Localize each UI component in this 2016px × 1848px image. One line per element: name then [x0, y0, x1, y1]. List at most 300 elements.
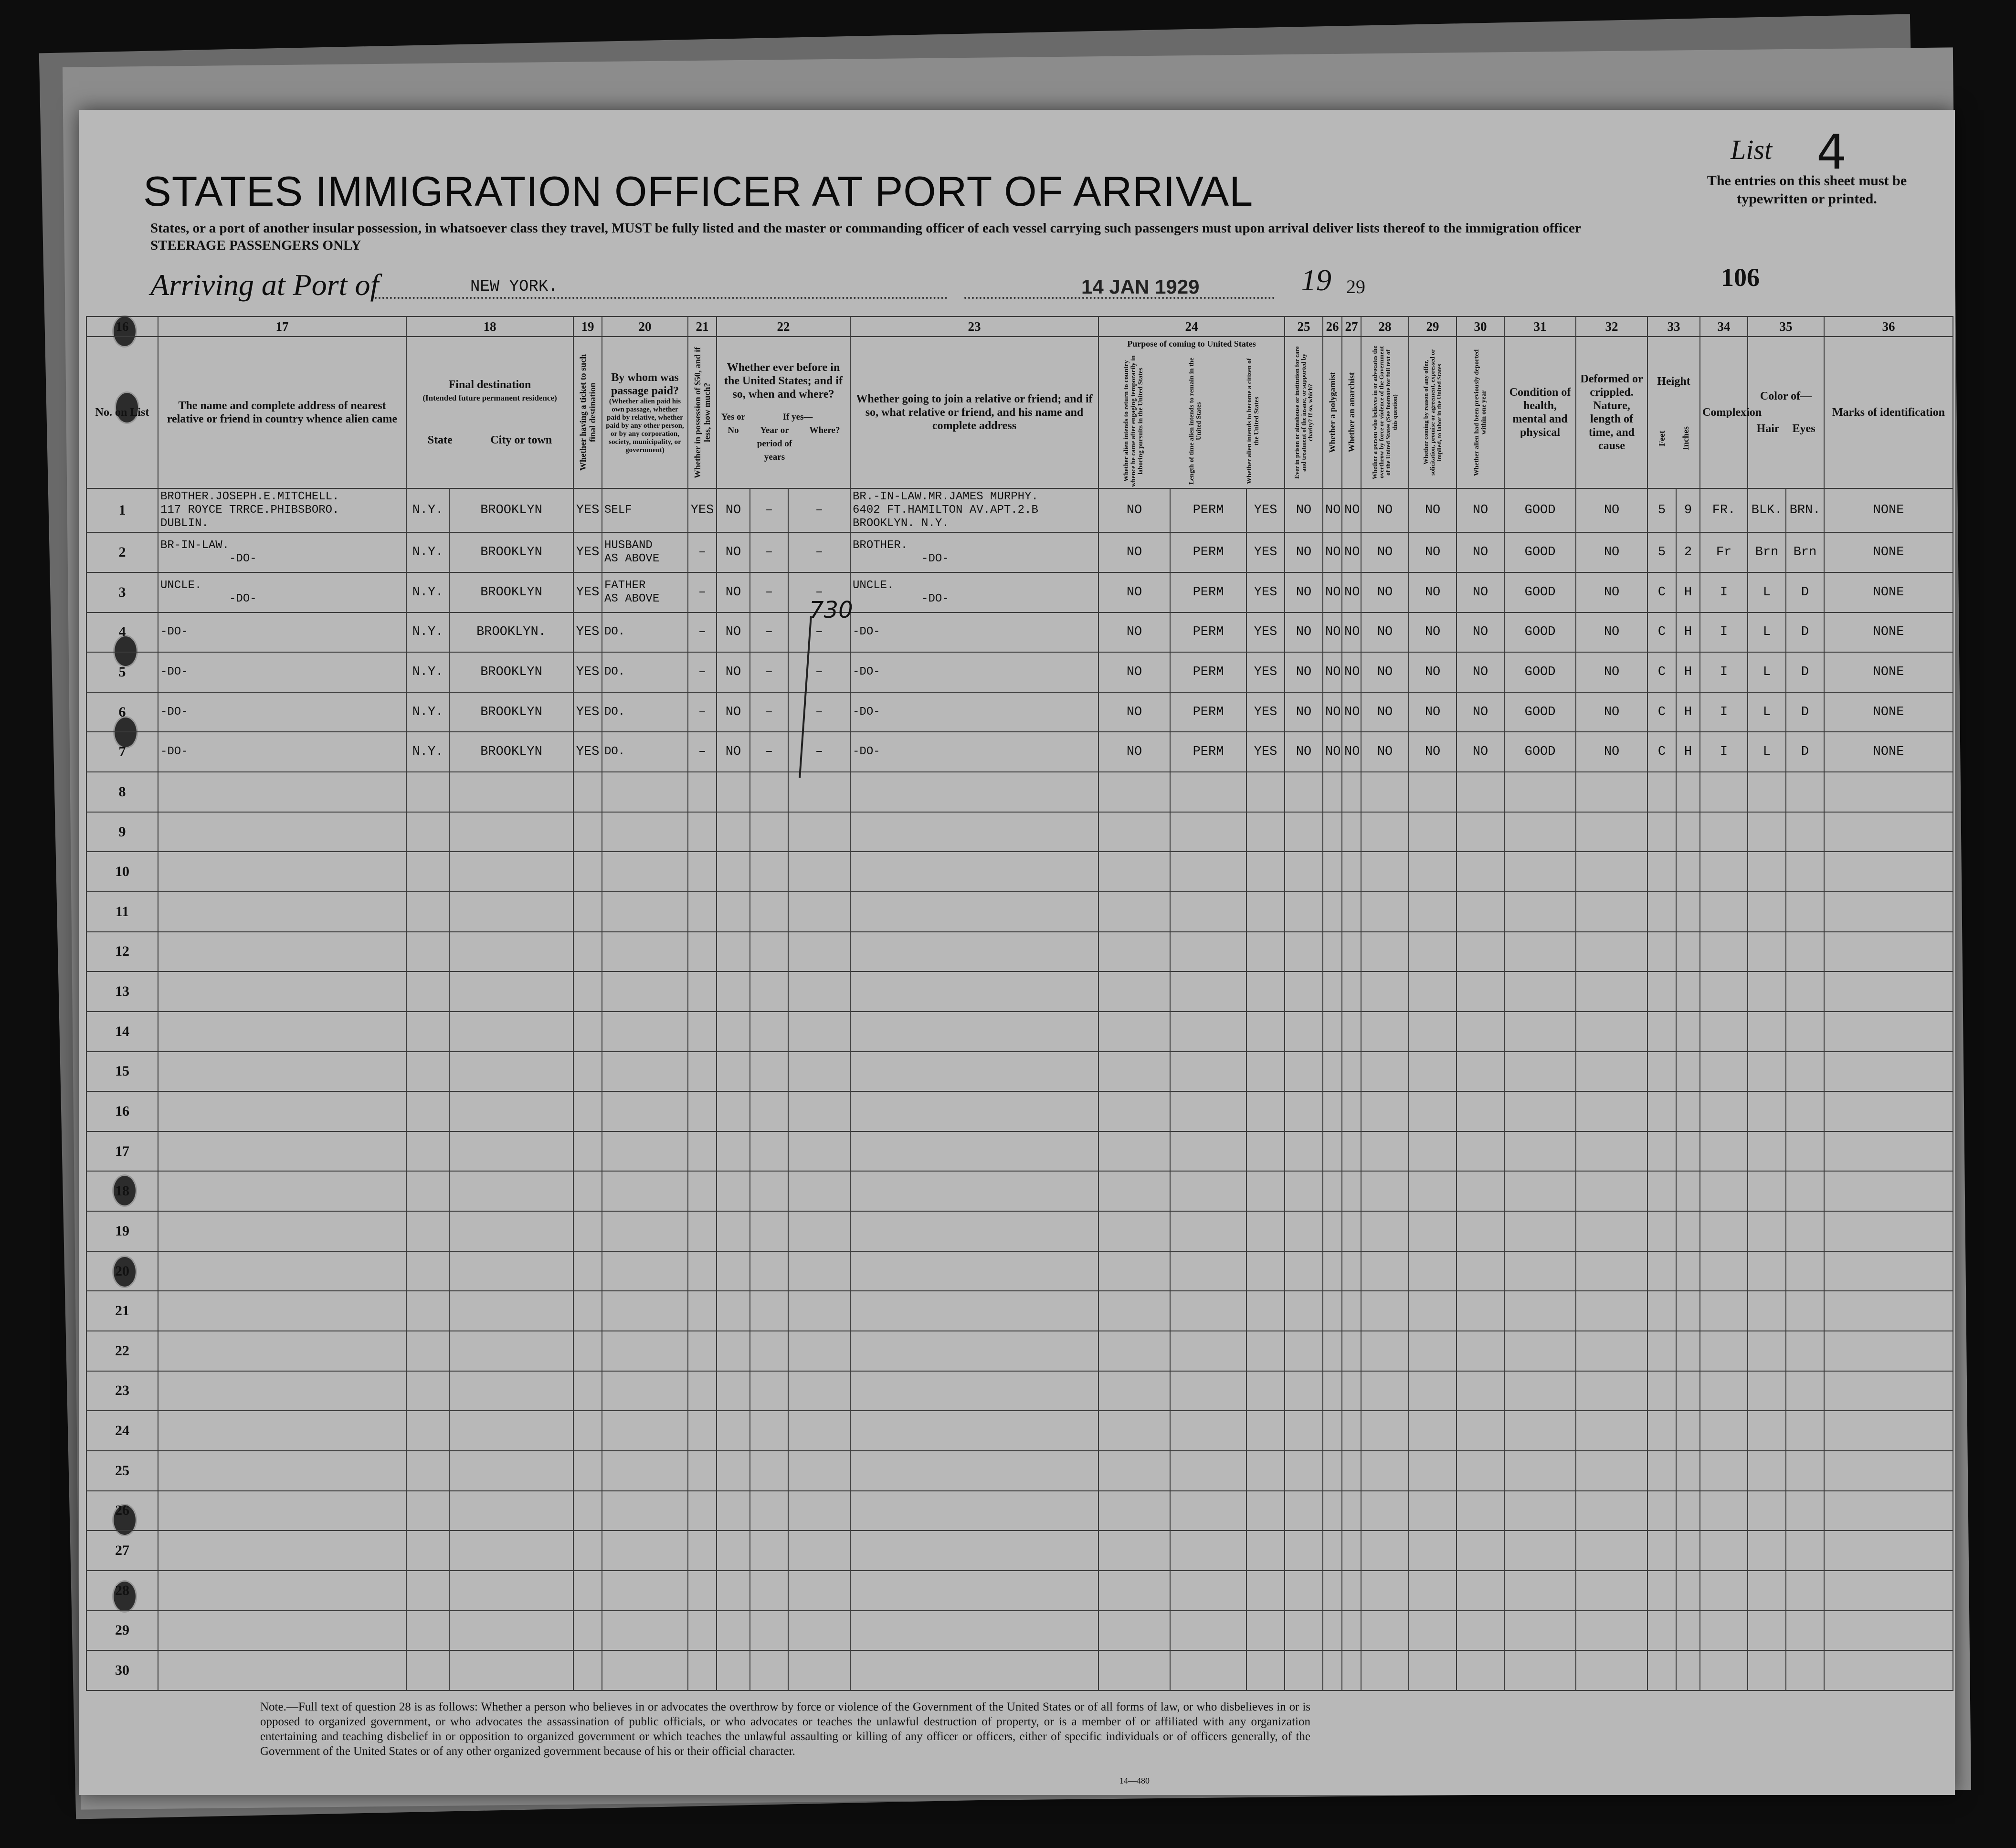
cell-polygamist [1323, 1171, 1342, 1211]
typewritten-notice: The entries on this sheet must be typewritten or printed. [1707, 173, 1907, 207]
cell-overthrow [1361, 1052, 1409, 1092]
cell-polygamist [1323, 1012, 1342, 1052]
cell-city: BROOKLYN [449, 488, 573, 532]
cell-before [717, 1451, 750, 1491]
cell-deformed [1576, 1331, 1647, 1371]
cell-no: 12 [86, 932, 158, 972]
cell-anarchist: NO [1342, 572, 1361, 612]
eyes-header: Eyes [1792, 422, 1815, 435]
cell-join: BR.-IN-LAW.MR.JAMES MURPHY. 6402 FT.HAMILTON AV.APT.2.B BROOKLYN. N.Y. [850, 488, 1098, 532]
cell-inches [1676, 1411, 1700, 1451]
table-row [86, 972, 1953, 1012]
cell-citizen [1246, 1650, 1285, 1690]
cell-ticket [573, 1650, 602, 1690]
cell-eyes [1786, 1012, 1824, 1052]
column-number: 30 [1457, 317, 1504, 337]
list-label: List [1731, 134, 1773, 165]
cell-overthrow [1361, 1091, 1409, 1131]
cell-eyes: D [1786, 652, 1824, 692]
cell-polygamist [1323, 1411, 1342, 1451]
cell-prison [1285, 1531, 1323, 1571]
cell-return [1098, 1491, 1170, 1531]
cell-where [788, 812, 850, 852]
cell-eyes: BRN. [1786, 488, 1824, 532]
deported-header: Whether alien had been previously deported within one year [1473, 349, 1488, 476]
cell-paid [602, 1171, 688, 1211]
cell-length: PERM [1170, 692, 1246, 732]
cell-eyes [1786, 1611, 1824, 1651]
cell-before [717, 1012, 750, 1052]
cell-deformed [1576, 972, 1647, 1012]
cell-city [449, 852, 573, 892]
col-complexion: Complexion [1700, 337, 1748, 488]
cell-health [1504, 1131, 1576, 1172]
column-number: 28 [1361, 317, 1409, 337]
cell-inches [1676, 1650, 1700, 1690]
cell-deported [1457, 1491, 1504, 1531]
cell-ticket [573, 1611, 602, 1651]
cell-offer [1409, 1331, 1457, 1371]
cell-complexion [1700, 1291, 1748, 1331]
cell-length: PERM [1170, 612, 1246, 653]
cell-inches: H [1676, 692, 1700, 732]
cell-ticket [573, 1371, 602, 1411]
cell-inches [1676, 1371, 1700, 1411]
cell-money [688, 1611, 717, 1651]
cell-inches [1676, 812, 1700, 852]
cell-prison: NO [1285, 572, 1323, 612]
cell-paid [602, 1491, 688, 1531]
cell-deported: NO [1457, 612, 1504, 653]
cell-before [717, 1531, 750, 1571]
cell-health [1504, 1251, 1576, 1291]
cell-where [788, 1451, 850, 1491]
cell-relative [158, 772, 406, 812]
cell-feet [1647, 1451, 1676, 1491]
cell-paid [602, 772, 688, 812]
cell-length: PERM [1170, 572, 1246, 612]
cell-eyes [1786, 852, 1824, 892]
cell-where [788, 1650, 850, 1690]
cell-feet [1647, 1611, 1676, 1651]
cell-health [1504, 1331, 1576, 1371]
cell-offer [1409, 1012, 1457, 1052]
cell-join [850, 1451, 1098, 1491]
cell-inches [1676, 1571, 1700, 1611]
cell-overthrow [1361, 1571, 1409, 1611]
cell-state [406, 1491, 449, 1531]
year-header: Year or period of years [757, 425, 792, 462]
cell-anarchist [1342, 932, 1361, 972]
cell-return: NO [1098, 652, 1170, 692]
cell-marks [1824, 1491, 1953, 1531]
table-row [86, 1491, 1953, 1531]
cell-feet [1647, 1251, 1676, 1291]
cell-no: 26 [86, 1491, 158, 1531]
cell-eyes [1786, 1491, 1824, 1531]
cell-complexion: Fr [1700, 532, 1748, 572]
cell-no: 25 [86, 1451, 158, 1491]
cell-return [1098, 852, 1170, 892]
cell-city [449, 1131, 573, 1172]
cell-marks: NONE [1824, 612, 1953, 653]
cell-paid [602, 972, 688, 1012]
cell-relative [158, 1371, 406, 1411]
cell-state: N.Y. [406, 532, 449, 572]
cell-ticket [573, 1012, 602, 1052]
cell-city [449, 1052, 573, 1092]
cell-prison [1285, 1251, 1323, 1291]
cell-money [688, 1491, 717, 1531]
cell-polygamist [1323, 1291, 1342, 1331]
cell-overthrow [1361, 1171, 1409, 1211]
cell-marks [1824, 1451, 1953, 1491]
cell-where [788, 1171, 850, 1211]
cell-length [1170, 1571, 1246, 1611]
cell-where [788, 892, 850, 932]
cell-deported [1457, 932, 1504, 972]
table-row [86, 1211, 1953, 1251]
cell-join [850, 1012, 1098, 1052]
cell-paid [602, 1251, 688, 1291]
cell-where [788, 932, 850, 972]
cell-feet [1647, 1531, 1676, 1571]
cell-deported: NO [1457, 732, 1504, 772]
col-before-in-us [717, 337, 850, 488]
cell-before [717, 1131, 750, 1172]
cell-length [1170, 1611, 1246, 1651]
cell-polygamist [1323, 1251, 1342, 1291]
cell-join: -DO- [850, 612, 1098, 653]
cell-return [1098, 1171, 1170, 1211]
cell-relative: UNCLE. -DO- [158, 572, 406, 612]
cell-no: 22 [86, 1331, 158, 1371]
cell-anarchist [1342, 892, 1361, 932]
cell-feet [1647, 852, 1676, 892]
cell-state [406, 812, 449, 852]
cell-return [1098, 1611, 1170, 1651]
cell-year [750, 852, 788, 892]
cell-relative [158, 1091, 406, 1131]
cell-health: GOOD [1504, 532, 1576, 572]
cell-no: 28 [86, 1571, 158, 1611]
column-number: 20 [602, 317, 688, 337]
table-row [86, 852, 1953, 892]
cell-feet [1647, 1012, 1676, 1052]
cell-feet [1647, 1131, 1676, 1172]
cell-hair [1748, 1331, 1786, 1371]
cell-eyes [1786, 1091, 1824, 1131]
table-row [86, 572, 1953, 612]
table-row [86, 1531, 1953, 1571]
cell-hair [1748, 772, 1786, 812]
cell-complexion [1700, 1251, 1748, 1291]
cell-prison [1285, 1491, 1323, 1531]
cell-hair [1748, 1571, 1786, 1611]
cell-prison [1285, 1171, 1323, 1211]
color-header: Color of— [1760, 390, 1812, 402]
cell-no: 21 [86, 1291, 158, 1331]
cell-citizen [1246, 1491, 1285, 1531]
cell-relative: BROTHER.JOSEPH.E.MITCHELL. 117 ROYCE TRRCE.PHIBSBORO. DUBLIN. [158, 488, 406, 532]
cell-join [850, 1411, 1098, 1451]
cell-city [449, 1251, 573, 1291]
cell-offer: NO [1409, 692, 1457, 732]
cell-deformed [1576, 812, 1647, 852]
cell-return [1098, 1331, 1170, 1371]
cell-health [1504, 1291, 1576, 1331]
col-list-no: No. on List [86, 337, 158, 488]
cell-deported [1457, 1571, 1504, 1611]
cell-offer [1409, 772, 1457, 812]
cell-complexion [1700, 1171, 1748, 1211]
cell-join [850, 1650, 1098, 1690]
cell-state [406, 1131, 449, 1172]
cell-offer [1409, 1491, 1457, 1531]
cell-deformed [1576, 932, 1647, 972]
cell-state: N.Y. [406, 692, 449, 732]
cell-citizen [1246, 1052, 1285, 1092]
cell-feet [1647, 1371, 1676, 1411]
cell-before: NO [717, 652, 750, 692]
table-row [86, 732, 1953, 772]
height-header: Height [1657, 375, 1690, 388]
cell-prison: NO [1285, 612, 1323, 653]
cell-city: BROOKLYN [449, 692, 573, 732]
cell-polygamist [1323, 772, 1342, 812]
cell-deformed [1576, 1012, 1647, 1052]
table-row [86, 812, 1953, 852]
cell-polygamist: NO [1323, 652, 1342, 692]
table-row [86, 1251, 1953, 1291]
cell-hair [1748, 1052, 1786, 1092]
col-join-relative: Whether going to join a relative or friend; and if so, what relative or friend, and his name and complete address [850, 337, 1098, 488]
cell-overthrow [1361, 1251, 1409, 1291]
cell-inches: 9 [1676, 488, 1700, 532]
cell-health [1504, 892, 1576, 932]
cell-polygamist [1323, 932, 1342, 972]
cell-overthrow [1361, 892, 1409, 932]
cell-deported [1457, 1251, 1504, 1291]
cell-eyes [1786, 1531, 1824, 1571]
cell-before [717, 1371, 750, 1411]
cell-inches: H [1676, 732, 1700, 772]
cell-no: 20 [86, 1251, 158, 1291]
cell-relative [158, 1411, 406, 1451]
cell-join: -DO- [850, 692, 1098, 732]
cell-ticket [573, 1171, 602, 1211]
cell-no: 11 [86, 892, 158, 932]
cell-paid [602, 1650, 688, 1690]
cell-marks [1824, 1650, 1953, 1690]
column-number: 17 [158, 317, 406, 337]
cell-relative [158, 1611, 406, 1651]
cell-city: BROOKLYN [449, 732, 573, 772]
cell-deformed: NO [1576, 532, 1647, 572]
cell-state [406, 1171, 449, 1211]
cell-year [750, 1012, 788, 1052]
cell-before [717, 1571, 750, 1611]
cell-ticket [573, 1331, 602, 1371]
cell-before: NO [717, 572, 750, 612]
cell-no: 4 [86, 612, 158, 653]
cell-state: N.Y. [406, 488, 449, 532]
cell-return [1098, 1131, 1170, 1172]
table-row [86, 532, 1953, 572]
cell-length [1170, 1451, 1246, 1491]
cell-paid: DO. [602, 652, 688, 692]
purpose-citizen-header: Whether alien intends to become a citizen of the United States [1246, 358, 1261, 484]
cell-relative [158, 1491, 406, 1531]
cell-before [717, 1650, 750, 1690]
cell-year: – [750, 732, 788, 772]
cell-where [788, 1052, 850, 1092]
cell-money [688, 1571, 717, 1611]
cell-paid [602, 1211, 688, 1251]
cell-marks [1824, 1171, 1953, 1211]
cell-anarchist [1342, 1411, 1361, 1451]
cell-feet [1647, 1411, 1676, 1451]
cell-overthrow [1361, 972, 1409, 1012]
cell-ticket [573, 1571, 602, 1611]
cell-return [1098, 1211, 1170, 1251]
cell-hair [1748, 932, 1786, 972]
cell-hair: BLK. [1748, 488, 1786, 532]
cell-polygamist [1323, 1650, 1342, 1690]
cell-citizen [1246, 1451, 1285, 1491]
cell-anarchist: NO [1342, 692, 1361, 732]
cell-eyes: D [1786, 612, 1824, 653]
year-suffix: 29 [1346, 276, 1365, 297]
cell-paid [602, 892, 688, 932]
cell-anarchist [1342, 1291, 1361, 1331]
cell-return: NO [1098, 732, 1170, 772]
cell-paid [602, 1451, 688, 1491]
manifest-table-wrap [86, 316, 1950, 1691]
cell-no: 3 [86, 572, 158, 612]
table-row [86, 1650, 1953, 1690]
cell-polygamist [1323, 812, 1342, 852]
column-number: 16 [86, 317, 158, 337]
cell-hair: L [1748, 732, 1786, 772]
cell-where: – [788, 692, 850, 732]
cell-complexion [1700, 1012, 1748, 1052]
cell-anarchist: NO [1342, 612, 1361, 653]
before-header: Whether ever before in the United States; and if so, when and where? [724, 361, 843, 401]
cell-length [1170, 1131, 1246, 1172]
cell-deported [1457, 1131, 1504, 1172]
cell-no: 5 [86, 652, 158, 692]
cell-complexion: I [1700, 612, 1748, 653]
cell-relative [158, 1571, 406, 1611]
column-number: 33 [1647, 317, 1700, 337]
cell-return: NO [1098, 692, 1170, 732]
passage-note: (Whether alien paid his own passage, whether paid by relative, whether paid by any other person, or by any corporation, society, municipality, or government) [606, 397, 684, 454]
cell-hair [1748, 1131, 1786, 1172]
cell-relative [158, 1451, 406, 1491]
cell-health [1504, 1171, 1576, 1211]
cell-relative: BR-IN-LAW. -DO- [158, 532, 406, 572]
cell-citizen [1246, 1291, 1285, 1331]
cell-complexion [1700, 972, 1748, 1012]
cell-money [688, 1251, 717, 1291]
cell-complexion [1700, 1211, 1748, 1251]
cell-feet [1647, 772, 1676, 812]
cell-state: N.Y. [406, 732, 449, 772]
cell-hair [1748, 1251, 1786, 1291]
cell-return [1098, 892, 1170, 932]
cell-year [750, 1331, 788, 1371]
cell-ticket: YES [573, 572, 602, 612]
cell-polygamist [1323, 1331, 1342, 1371]
cell-money [688, 1091, 717, 1131]
table-row [86, 1571, 1953, 1611]
cell-return: NO [1098, 612, 1170, 653]
cell-no: 19 [86, 1211, 158, 1251]
cell-overthrow: NO [1361, 488, 1409, 532]
cell-state [406, 1052, 449, 1092]
cell-deformed: NO [1576, 652, 1647, 692]
cell-no: 27 [86, 1531, 158, 1571]
cell-state [406, 1211, 449, 1251]
cell-city: BROOKLYN. [449, 612, 573, 653]
cell-city [449, 1571, 573, 1611]
cell-citizen [1246, 1531, 1285, 1571]
cell-offer [1409, 892, 1457, 932]
cell-prison: NO [1285, 732, 1323, 772]
cell-polygamist [1323, 1451, 1342, 1491]
cell-eyes [1786, 1451, 1824, 1491]
cell-inches [1676, 1451, 1700, 1491]
cell-offer [1409, 1650, 1457, 1690]
table-row [86, 1611, 1953, 1651]
cell-prison [1285, 1211, 1323, 1251]
table-row [86, 1371, 1953, 1411]
cell-marks: NONE [1824, 488, 1953, 532]
cell-before [717, 1291, 750, 1331]
cell-feet: C [1647, 732, 1676, 772]
cell-join [850, 932, 1098, 972]
cell-anarchist [1342, 1251, 1361, 1291]
cell-relative [158, 1531, 406, 1571]
cell-no: 6 [86, 692, 158, 732]
cell-complexion [1700, 932, 1748, 972]
cell-deported: NO [1457, 652, 1504, 692]
cell-feet [1647, 812, 1676, 852]
cell-money: – [688, 692, 717, 732]
cell-join [850, 1531, 1098, 1571]
cell-money [688, 1211, 717, 1251]
cell-year [750, 1491, 788, 1531]
cell-inches [1676, 972, 1700, 1012]
cell-paid [602, 1611, 688, 1651]
cell-city [449, 1650, 573, 1690]
cell-health [1504, 852, 1576, 892]
cell-ticket [573, 1491, 602, 1531]
cell-year [750, 1650, 788, 1690]
cell-no: 14 [86, 1012, 158, 1052]
cell-complexion [1700, 1650, 1748, 1690]
cell-citizen [1246, 1331, 1285, 1371]
cell-offer: NO [1409, 532, 1457, 572]
cell-overthrow [1361, 1291, 1409, 1331]
cell-state [406, 1571, 449, 1611]
cell-complexion [1700, 1611, 1748, 1651]
state-header: State [427, 434, 453, 446]
page-subtitle [150, 220, 1869, 254]
cell-overthrow [1361, 932, 1409, 972]
cell-money [688, 1411, 717, 1451]
